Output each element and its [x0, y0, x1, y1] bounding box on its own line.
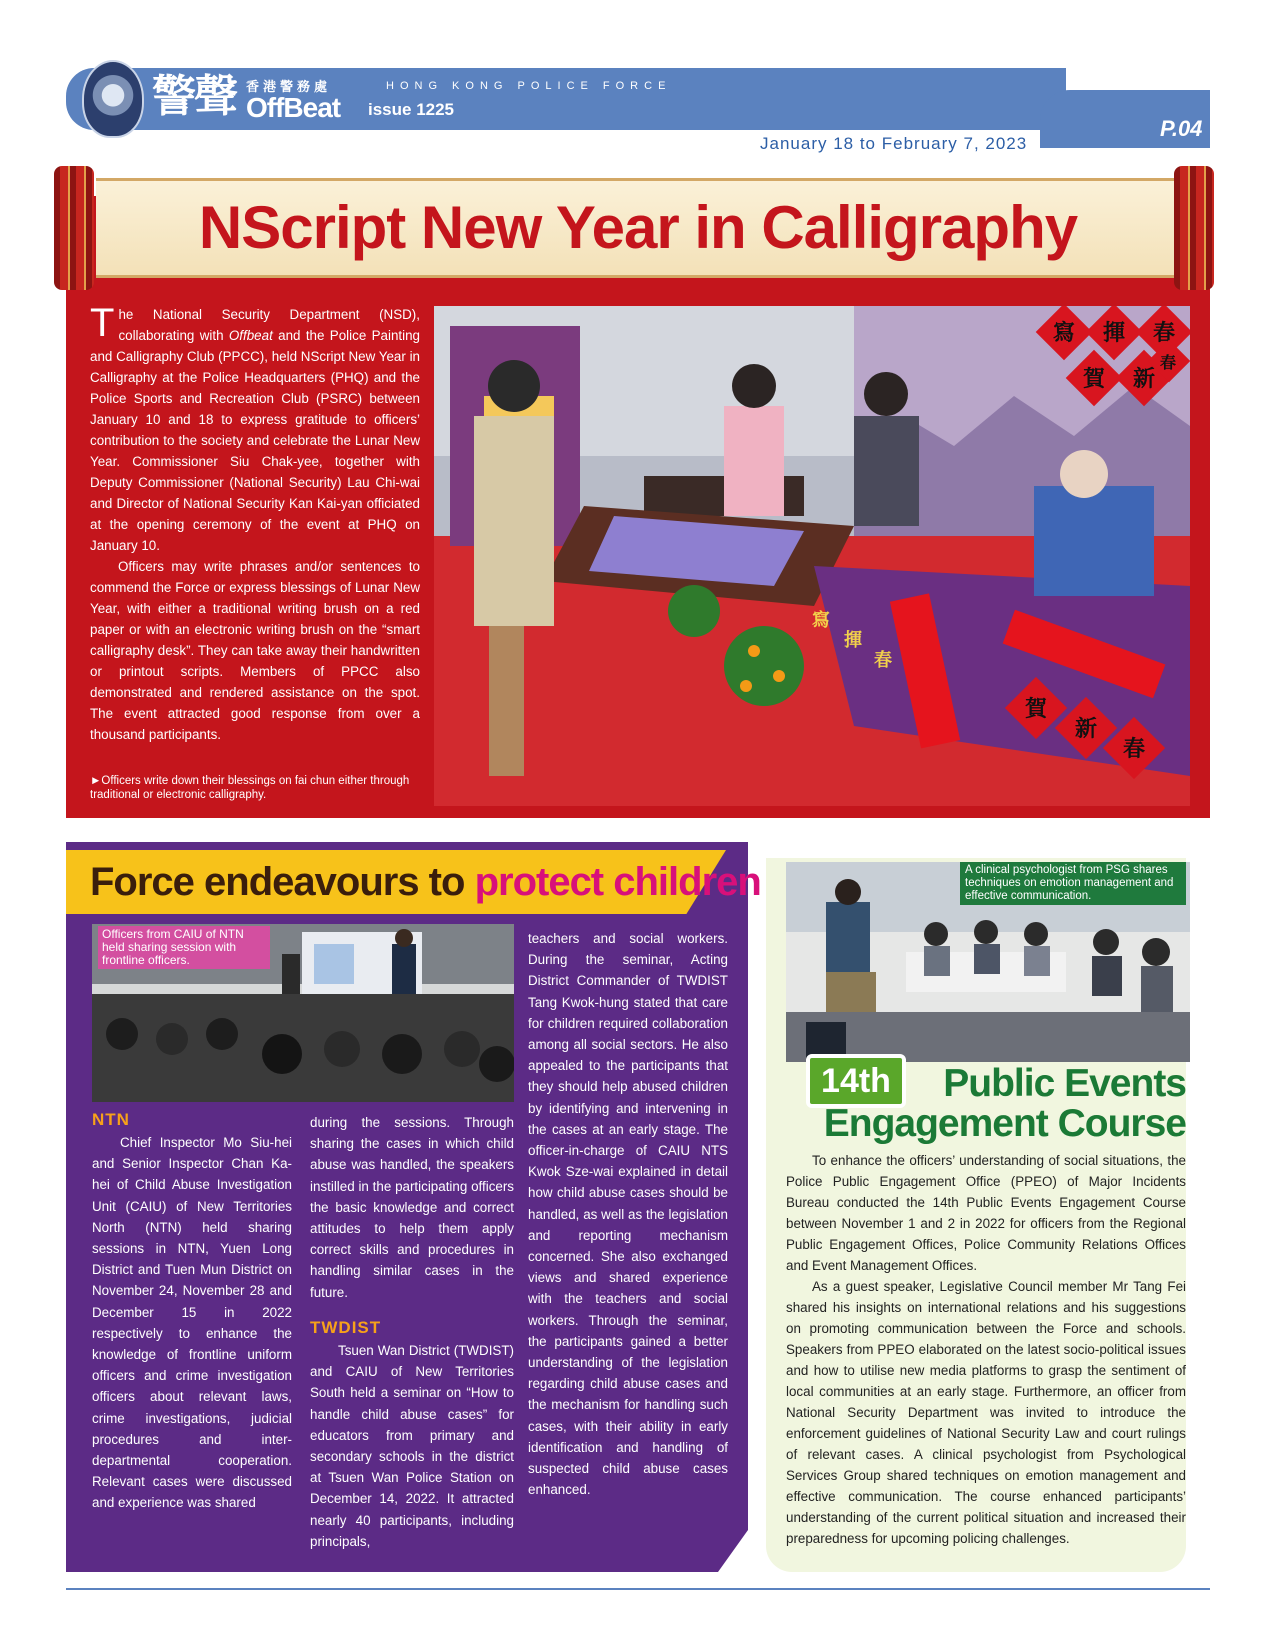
twdist-paragraph	[310, 1340, 514, 1552]
calligraphy-photo-illustration	[434, 306, 1190, 806]
twdist-subhead: TWDIST	[310, 1318, 382, 1337]
headline-plain: Force endeavours to	[90, 860, 475, 904]
couplet-top-5: 新	[1133, 367, 1156, 392]
panel-corner-cut	[718, 1530, 748, 1572]
ppeo-title-line-1: Public Events	[943, 1062, 1186, 1105]
ppeo-photo-caption: A clinical psychologist from PSG shares techniques on emotion management and effective communication.	[960, 862, 1186, 905]
column-2-paragraph: during the sessions. Through sharing the cases in which child abuse was handled, the speakers instilled in the participating officers the basic knowledge and correct attitudes to help them apply correct skills and procedures in handling similar cases in the future.	[310, 1115, 514, 1300]
ppeo-story-headline	[786, 1064, 1186, 1144]
top-story-headline: NScript New Year in Calligraphy	[198, 194, 1078, 261]
issue-number: issue 1225	[368, 100, 455, 119]
top-story-para-1	[90, 301, 420, 556]
issue-date: January 18 to February 7, 2023	[760, 134, 1028, 153]
ppeo-para-1: To enhance the officers’ understanding of social situations, the Police Public Engagement Office (PPEO) of Major Incidents Bureau conducted the 14th Public Events Engagement Course between November 1 and 2 in 2022 for officers from the Regional Public Engagement Offices, Police Community Relations Offices and Event Management Offices.	[786, 1153, 1186, 1273]
ppeo-para-2: As a guest speaker, Legislative Council member Mr Tang Fei shared his insights on international relations and his suggestions on promoting communication between the Force and schools. Speakers from PPEO elaborated on the latest socio-political issues and how to utilise new media platforms to grasp the sentiment of local communities at an early stage. Furthermore, an officer from National Security Department was invited to introduce the enforcement guidelines of National Security Law and court rulings of relevant cases. A clinical psychologist from Psychological Services Group shared techniques on emotion management and effective communication. The course enhanced participants’ understanding of the current political situation and increased their preparedness for upcoming policing challenges.	[786, 1279, 1186, 1546]
top-story-body	[90, 301, 420, 745]
ppeo-story-body	[786, 1150, 1186, 1549]
couplet-top-1: 寫	[1053, 321, 1076, 346]
logo-sub-chinese: 香港警務處	[246, 80, 332, 95]
scroll-roll-left	[54, 166, 94, 290]
children-story-headline	[90, 856, 761, 908]
force-name: HONG KONG POLICE FORCE	[386, 80, 672, 92]
couplet-table-1: 寫	[812, 610, 830, 631]
para-1-italic: Offbeat	[228, 328, 273, 343]
ntn-paragraph	[92, 1132, 292, 1514]
calligraphy-event-photo	[434, 306, 1190, 806]
para-1-text: he National Security Department (NSD), collaborating with	[118, 307, 420, 343]
couplet-table-3: 春	[874, 650, 892, 671]
edition-badge: 14th	[806, 1054, 906, 1108]
couplet-front-3: 春	[1123, 737, 1146, 762]
drop-cap: T	[90, 301, 115, 345]
couplet-front-2: 新	[1075, 717, 1098, 742]
column-3-paragraph: teachers and social workers. During the seminar, Acting District Commander of TWDIST Tang Kwok-hung stated that care for children required collaboration among all social sectors. He also appealed to the participants that they should help abused children by identifying and intervening in the cases at an early stage. The officer-in-charge of CAIU NTS Kwok Sze-wai explained in detail how child abuse cases should be handled, as well as the legislation and reporting mechanism concerned. She also exchanged views and shared experience with the teachers and social workers. Through the seminar, the participants gained a better understanding of the legislation regarding child abuse cases and the mechanism for handling such cases, with their ability in early identification and handling of suspected child abuse cases enhanced.	[528, 931, 728, 1498]
twdist-text: Tsuen Wan District (TWDIST) and CAIU of New Territories South held a seminar on “How to handle child abuse cases” for educators from primary and secondary schools in the district at Tsuen Wan Police Station on December 14, 2022. It attracted nearly 40 participants, including principals,	[310, 1343, 514, 1549]
couplet-top-2: 揮	[1103, 321, 1126, 346]
couplet-front-1: 賀	[1025, 697, 1048, 722]
ppeo-title-line-2: Engagement Course	[823, 1102, 1186, 1145]
scroll-roll-right	[1174, 166, 1214, 290]
top-story-para-2: Officers may write phrases and/or sentences to commend the Force or express blessings of Lunar New Year, with either a traditional writing brush on a red paper or with an electronic writing brush on the “smart calligraphy desk”. They can take away their handwritten or printout scripts. Members of PPCC also demonstrated and rendered assistance on the spot. The event attracted good response from over a thousand participants.	[90, 559, 420, 742]
bottom-rule	[66, 1588, 1210, 1590]
page-number: P.04	[1160, 116, 1203, 141]
couplet-top-4: 賀	[1083, 367, 1106, 392]
ntn-photo-caption: Officers from CAIU of NTN held sharing session with frontline officers.	[98, 926, 270, 969]
ntn-text: Chief Inspector Mo Siu-hei and Senior Inspector Chan Ka-hei of Child Abuse Investigation Unit (CAIU) of New Territories North (NTN) held sharing sessions in NTN, Yuen Long District and Tuen Mun District on November 24, November 28 and December 15 in 2022 respectively to enhance the knowledge of frontline uniform officers and crime investigation officers about relevant laws, crime investigations, judicial procedures and inter-departmental cooperation. Relevant cases were discussed and experience was shared	[92, 1135, 292, 1511]
top-photo-caption: ►Officers write down their blessings on fai chun either through traditional or electronic calligraphy.	[90, 775, 410, 801]
headline-highlight: protect children	[474, 860, 761, 904]
police-emblem-icon	[82, 60, 144, 138]
logo-chinese: 警聲	[152, 71, 236, 122]
couplet-top-3: 春	[1153, 321, 1176, 346]
ntn-subhead: NTN	[92, 1110, 130, 1129]
logo-english: OffBeat	[246, 92, 341, 123]
para-1-end: and the Police Painting and Calligraphy Club (PPCC), held NScript New Year in Calligraphy at the Police Headquarters (PHQ) and the Police Sports and Recreation Club (PSRC) between January 10 and 18 to express gratitude to officers’ contribution to the society and celebrate the Lunar New Year. Commissioner Siu Chak-yee, together with Deputy Commissioner (National Security) Lau Chi-wai and Director of National Security Kan Kai-yan officiated at the opening ceremony of the event at PHQ on January 10.	[90, 328, 420, 553]
couplet-top-6: 春	[1160, 353, 1177, 372]
couplet-table-2: 揮	[844, 630, 862, 651]
